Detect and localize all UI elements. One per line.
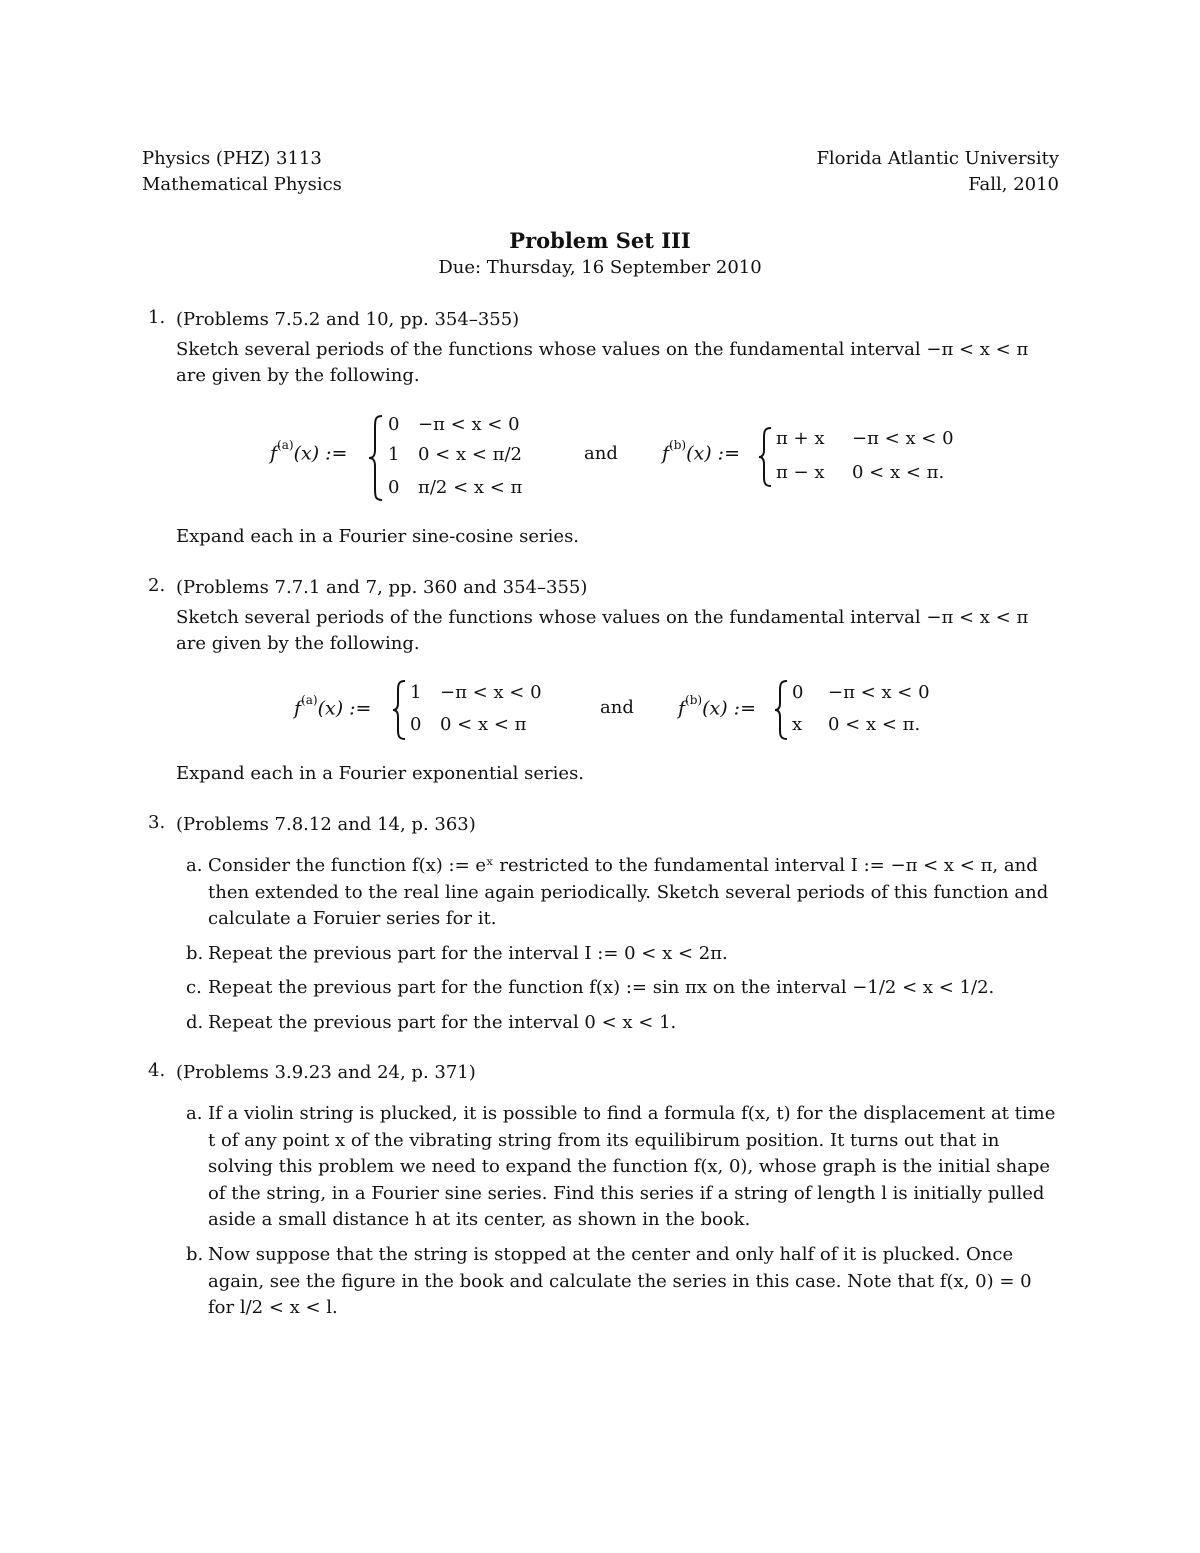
problem-1-fa-case-1-value: 0 [388, 414, 400, 435]
problem-4-number: 4. [148, 1060, 166, 1081]
problem-2-fb-case-1-cond: −π < x < 0 [828, 682, 930, 703]
problem-2-fa-lhs: $f^{(a)}(x)$ := [294, 693, 372, 720]
part-label: a. [186, 855, 203, 876]
part-text: Consider the function f(x) := eˣ restricted to the fundamental interval I := −π < x < π, and then extended to the real line again periodically. Sketch several periods of this function and calculate a Foruier series for it. [208, 855, 1049, 929]
problem-4-source: (Problems 3.9.23 and 24, p. 371) [176, 1062, 476, 1083]
problem-2-source: (Problems 7.7.1 and 7, pp. 360 and 354–355) [176, 577, 588, 598]
problem-1-fa-brace [366, 414, 386, 502]
problem-1-text-line2: are given by the following. [176, 365, 420, 386]
problem-4-part-b [186, 1242, 1061, 1322]
problem-2-fb-brace [772, 679, 790, 741]
problem-1-fb-case-2-cond: 0 < x < π. [852, 462, 945, 483]
part-label: a. [186, 1103, 203, 1124]
part-label: b. [186, 1244, 204, 1265]
part-label: b. [186, 943, 204, 964]
part-text: Repeat the previous part for the interval I := 0 < x < 2π. [208, 943, 728, 964]
problem-3-source: (Problems 7.8.12 and 14, p. 363) [176, 814, 476, 835]
problem-1-text-line1: Sketch several periods of the functions whose values on the fundamental interval −π < x < π [176, 339, 1029, 360]
course-code: Physics (PHZ) 3113 [142, 148, 322, 169]
problem-4-part-a [186, 1101, 1061, 1234]
problem-1-fb-case-1-cond: −π < x < 0 [852, 428, 954, 449]
problem-1-fa-case-3-cond: π/2 < x < π [418, 477, 523, 498]
problem-3-number: 3. [148, 812, 166, 833]
problem-2-fb-case-2-cond: 0 < x < π. [828, 714, 921, 735]
problem-1-fa-case-3-value: 0 [388, 477, 400, 498]
problem-2-fa-case-2-cond: 0 < x < π [440, 714, 527, 735]
problem-1-fa-case-2-cond: 0 < x < π/2 [418, 444, 523, 465]
problem-1-fa-case-2-value: 1 [388, 444, 400, 465]
problem-1-intro [176, 307, 1061, 389]
problem-2-fa-brace [390, 679, 408, 741]
problem-1-fb-case-2-value: π − x [776, 462, 825, 483]
problem-2-fa-case-2-value: 0 [410, 714, 422, 735]
problem-1-fb-lhs: $f^{(b)}(x)$ := [662, 438, 740, 465]
problem-2-fa-case-1-cond: −π < x < 0 [440, 682, 542, 703]
due-date: Due: Thursday, 16 September 2010 [438, 257, 762, 278]
problem-3-part-c [186, 975, 1061, 1002]
problem-2-text-line2: are given by the following. [176, 633, 420, 654]
problem-1-fb-brace [756, 426, 774, 488]
part-text: Repeat the previous part for the interval 0 < x < 1. [208, 1012, 677, 1033]
problem-2-and: and [600, 697, 634, 718]
problem-3-part-b [186, 941, 1061, 968]
problem-2-intro [176, 575, 1061, 657]
problem-2-fb-case-1-value: 0 [792, 682, 804, 703]
part-label: d. [186, 1012, 204, 1033]
problem-2-closing: Expand each in a Fourier exponential series. [176, 763, 585, 784]
course-name: Mathematical Physics [142, 174, 342, 195]
term: Fall, 2010 [968, 174, 1059, 195]
problem-1-and: and [584, 443, 618, 464]
part-label: c. [186, 977, 202, 998]
part-text: If a violin string is plucked, it is possible to find a formula f(x, t) for the displacement at time t of any point x of the vibrating string from its equilibirum position. It turns out that in solving this problem we need to expand the function f(x, 0), whose graph is the initial shape of the string, in a Fourier sine series. Find this series if a string of length l is initially pulled aside a small distance h at its center, as shown in the book. [208, 1103, 1056, 1230]
university-name: Florida Atlantic University [816, 148, 1059, 169]
problem-1-fa-lhs: $f^{(a)}(x)$ := [270, 438, 348, 465]
page-title: Problem Set III [509, 228, 691, 253]
problem-2-fa-case-1-value: 1 [410, 682, 422, 703]
problem-3-part-d [186, 1010, 1061, 1037]
problem-1-fa-case-1-cond: −π < x < 0 [418, 414, 520, 435]
problem-1-fb-case-1-value: π + x [776, 428, 825, 449]
problem-1-number: 1. [148, 307, 166, 328]
problem-3-part-a [186, 853, 1061, 933]
problem-2-fb-lhs: $f^{(b)}(x)$ := [678, 693, 756, 720]
part-text: Now suppose that the string is stopped at the center and only half of it is plucked. Once again, see the figure in the book and calculate the series in this case. Note that f(x, 0) = 0 for l/2 < x < l. [208, 1244, 1032, 1318]
part-text: Repeat the previous part for the function f(x) := sin πx on the interval −1/2 < x < 1/2. [208, 977, 995, 998]
problem-1-source: (Problems 7.5.2 and 10, pp. 354–355) [176, 309, 520, 330]
problem-2-fb-case-2-value: x [792, 714, 803, 735]
problem-2-text-line1: Sketch several periods of the functions whose values on the fundamental interval −π < x < π [176, 607, 1029, 628]
problem-2-number: 2. [148, 575, 166, 596]
problem-1-closing: Expand each in a Fourier sine-cosine series. [176, 526, 580, 547]
